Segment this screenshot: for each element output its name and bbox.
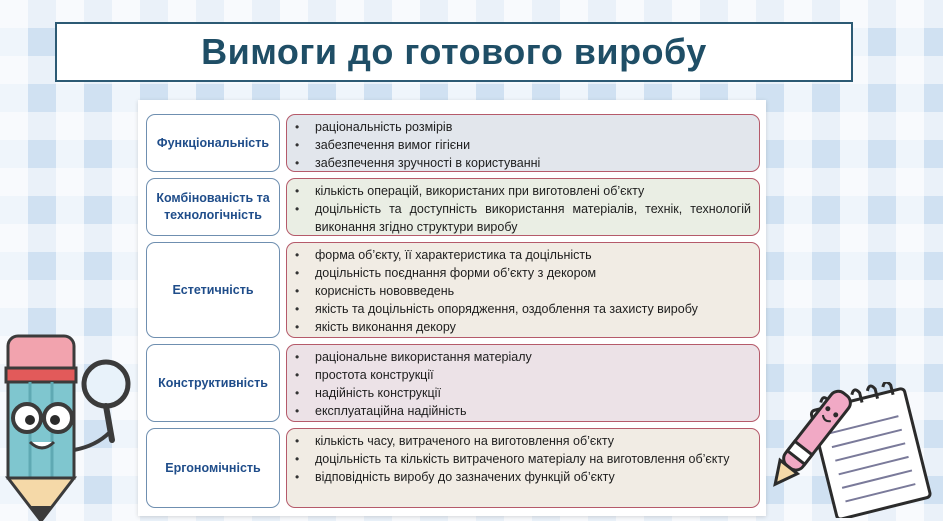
list-item: • доцільність та кількість витраченого матеріалу на виготовлення об’єкту bbox=[315, 450, 751, 468]
list-item: • простота конструкції bbox=[315, 366, 751, 384]
row-label: Функціональність bbox=[146, 114, 280, 172]
list-item: • раціональне використання матеріалу bbox=[315, 348, 751, 366]
row-constructiveness bbox=[146, 344, 760, 422]
list-item: • корисність нововведень bbox=[315, 282, 751, 300]
row-functionality bbox=[146, 114, 760, 172]
notepad-with-pen-icon bbox=[772, 382, 940, 518]
list-item: • відповідність виробу до зазначених функцій об’єкту bbox=[315, 468, 751, 486]
row-items bbox=[286, 114, 760, 172]
list-item: • експлуатаційна надійність bbox=[315, 402, 751, 420]
row-label: Конструктивність bbox=[146, 344, 280, 422]
list-item: • якість та доцільність опорядження, оздоблення та захисту виробу bbox=[315, 300, 751, 318]
requirements-table bbox=[138, 100, 766, 516]
list-item: • доцільність поєднання форми об’єкту з декором bbox=[315, 264, 751, 282]
row-ergonomics bbox=[146, 428, 760, 508]
title-box bbox=[55, 22, 853, 82]
list-item: • надійність конструкції bbox=[315, 384, 751, 402]
pencil-character-with-magnifier-icon bbox=[0, 322, 140, 521]
row-aesthetics bbox=[146, 242, 760, 338]
row-items bbox=[286, 242, 760, 338]
list-item: • забезпечення вимог гігієни bbox=[315, 136, 751, 154]
list-item: • раціональність розмірів bbox=[315, 118, 751, 136]
row-label: Комбінованість та технологічність bbox=[146, 178, 280, 236]
list-item: • забезпечення зручності в користуванні bbox=[315, 154, 751, 172]
row-items bbox=[286, 344, 760, 422]
row-label: Естетичність bbox=[146, 242, 280, 338]
list-item: • кількість операцій, використаних при виготовлені об’єкту bbox=[315, 182, 751, 200]
list-item: • якість виконання декору bbox=[315, 318, 751, 336]
list-item: • доцільність та доступність використання матеріалів, технік, технологій виконання згідно структури виробу bbox=[315, 200, 751, 236]
list-item: • форма об’єкту, її характеристика та доцільність bbox=[315, 246, 751, 264]
row-label: Ергономічність bbox=[146, 428, 280, 508]
list-item: • кількість часу, витраченого на виготовлення об’єкту bbox=[315, 432, 751, 450]
row-combination bbox=[146, 178, 760, 236]
row-items bbox=[286, 428, 760, 508]
row-items bbox=[286, 178, 760, 236]
page-title: Вимоги до готового виробу bbox=[201, 31, 707, 72]
